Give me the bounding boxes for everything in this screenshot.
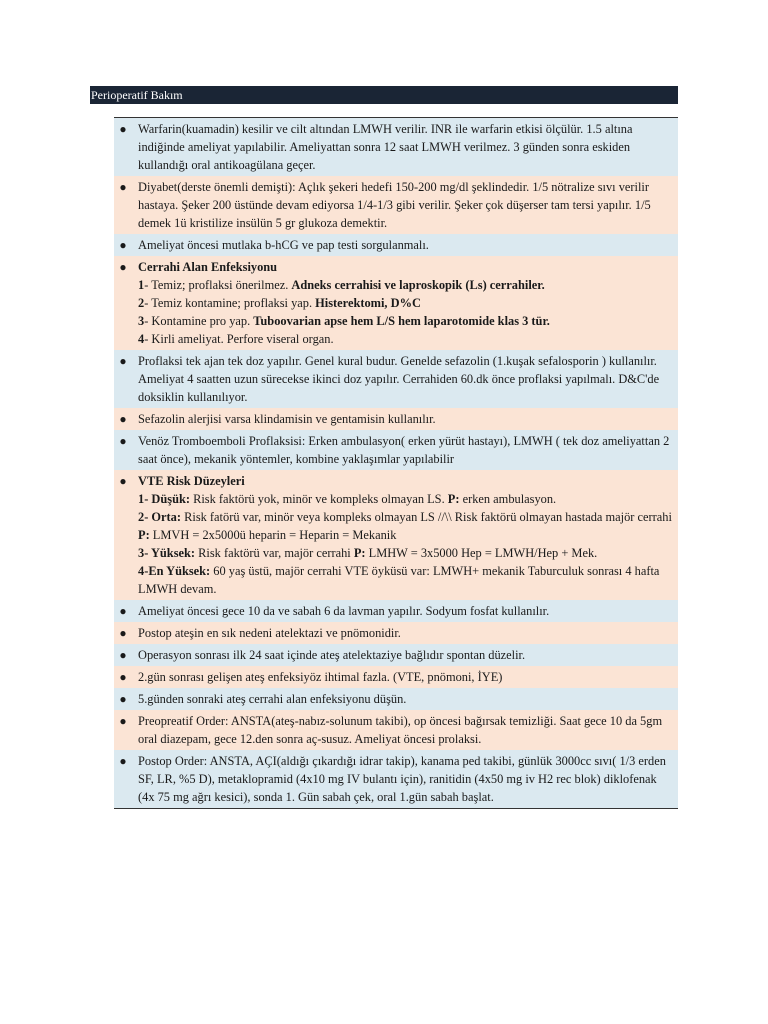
list-item-surgical-site-infection (114, 256, 678, 350)
item-text: Preopreatif Order: ANSTA(ateş-nabız-solunum takibi), op öncesi bağırsak temizliği. Saat gece 10 da 5gm oral diazepam, gece 12.den sonra aç-susuz. Ameliyat öncesi prolaksi. (138, 714, 663, 746)
risk-line: 2- Orta: Risk fatörü var, minör veya kompleks olmayan LS //\\ Risk faktörü olmayan hastada majör cerrahi P: LMVH = 2x5000ü heparin = Heparin = Mekanik (138, 510, 672, 542)
list-item (114, 350, 678, 408)
page-header (90, 86, 678, 104)
list-item (114, 710, 678, 750)
list-item (114, 666, 678, 688)
risk-line: 1- Düşük: Risk faktörü yok, minör ve kompleks olmayan LS. P: erken ambulasyon. (138, 492, 557, 506)
bullet-icon: ● (119, 412, 127, 426)
item-text: Postop Order: ANSTA, AÇI(aldığı çıkardığı idrar takip), kanama ped takibi, günlük 3000cc sıvı( 1/3 erden SF, LR, %5 D), metaklopramid (4x10 mg IV bulantı için), ranitidin (4x50 mg iv H2 rec blok) diklofenak (4x 75 mg ağrı kesici), sonda 1. Gün sabah çek, oral 1.gün sabah başlat. (138, 754, 666, 804)
item-text: Postop ateşin en sık nedeni atelektazi ve pnömonidir. (138, 626, 401, 640)
bullet-icon: ● (119, 122, 127, 136)
bullet-icon: ● (119, 670, 127, 684)
item-text: Operasyon sonrası ilk 24 saat içinde ateş atelektaziye bağlıdır spontan düzelir. (138, 648, 526, 662)
class-line: 1- Temiz; proflaksi önerilmez. Adneks cerrahisi ve laproskopik (Ls) cerrahiler. (138, 278, 545, 292)
risk-line: 3- Yüksek: Risk faktörü var, majör cerrahi P: LMHW = 3x5000 Hep = LMWH/Hep + Mek. (138, 546, 598, 560)
item-text: Ameliyat öncesi gece 10 da ve sabah 6 da lavman yapılır. Sodyum fosfat kullanılır. (138, 604, 550, 618)
bullet-icon: ● (119, 626, 127, 640)
bullet-icon: ● (119, 260, 127, 274)
section-title: VTE Risk Düzeyleri (138, 474, 245, 488)
bullet-icon: ● (119, 604, 127, 618)
bullet-icon: ● (119, 474, 127, 488)
item-text: 2.gün sonrası gelişen ateş enfeksiyöz ihtimal fazla. (VTE, pnömoni, İYE) (138, 670, 503, 684)
bullet-icon: ● (119, 692, 127, 706)
item-text: Venöz Tromboemboli Proflaksisi: Erken ambulasyon( erken yürüt hastayı), LMWH ( tek doz ameliyattan 2 saat önce), mekanik yöntemler, kombine yaklaşımlar yapılabilir (138, 434, 670, 466)
list-item (114, 600, 678, 622)
item-text: Proflaksi tek ajan tek doz yapılır. Genel kural budur. Genelde sefazolin (1.kuşak sefalosporin ) kullanılır. Ameliyat 4 saatten uzun sürecekse ikinci doz yapılır. Cerrahiden 60.dk önce proflaksi yapılmalı. D&C'de doksiklin kullanılıyor. (138, 354, 660, 404)
item-text: 5.günden sonraki ateş cerrahi alan enfeksiyonu düşün. (138, 692, 407, 706)
class-line: 2- Temiz kontamine; proflaksi yap. Histerektomi, D%C (138, 296, 421, 310)
bullet-icon: ● (119, 434, 127, 448)
list-item (114, 430, 678, 470)
list-item (114, 750, 678, 808)
header-title: Perioperatif Bakım (91, 88, 183, 102)
list-item-vte-risk (114, 470, 678, 600)
item-text: Warfarin(kuamadin) kesilir ve cilt altından LMWH verilir. INR ile warfarin etkisi ölçülür. 1.5 altına indiğinde ameliyat yapılabilir. Ameliyattan sonra 12 saat LMWH verilmez. 3 günden sonra eskiden kullandığı oral antikoagülana geçer. (138, 122, 633, 172)
class-line: 3- Kontamine pro yap. Tuboovarian apse hem L/S hem laparotomide klas 3 tür. (138, 314, 550, 328)
list-item (114, 118, 678, 176)
list-item (114, 408, 678, 430)
risk-line: 4-En Yüksek: 60 yaş üstü, majör cerrahi VTE öyküsü var: LMWH+ mekanik Taburculuk sonrası 4 hafta LMWH devam. (138, 564, 660, 596)
bullet-icon: ● (119, 714, 127, 728)
item-text: Sefazolin alerjisi varsa klindamisin ve gentamisin kullanılır. (138, 412, 436, 426)
item-text: Ameliyat öncesi mutlaka b-hCG ve pap testi sorgulanmalı. (138, 238, 429, 252)
bullet-icon: ● (119, 180, 127, 194)
bullet-icon: ● (119, 238, 127, 252)
list-item (114, 688, 678, 710)
list-item (114, 644, 678, 666)
list-item (114, 622, 678, 644)
list-item (114, 176, 678, 234)
bullet-icon: ● (119, 648, 127, 662)
section-title: Cerrahi Alan Enfeksiyonu (138, 260, 278, 274)
item-text: Diyabet(derste önemli demişti): Açlık şekeri hedefi 150-200 mg/dl şeklindedir. 1/5 nötralize sıvı verilir hastaya. Şeker 200 üstünde devam ediyorsa 1/4-1/3 gibi verilir. Şeker çok düşerser tam tersi yapılır. 1/5 demek 1ü kristilize insülün 5 gr glukoza demektir. (138, 180, 651, 230)
bullet-icon: ● (119, 354, 127, 368)
class-line: 4- Kirli ameliyat. Perfore viseral organ. (138, 332, 334, 346)
notes-list (114, 117, 678, 809)
list-item (114, 234, 678, 256)
bullet-icon: ● (119, 754, 127, 768)
